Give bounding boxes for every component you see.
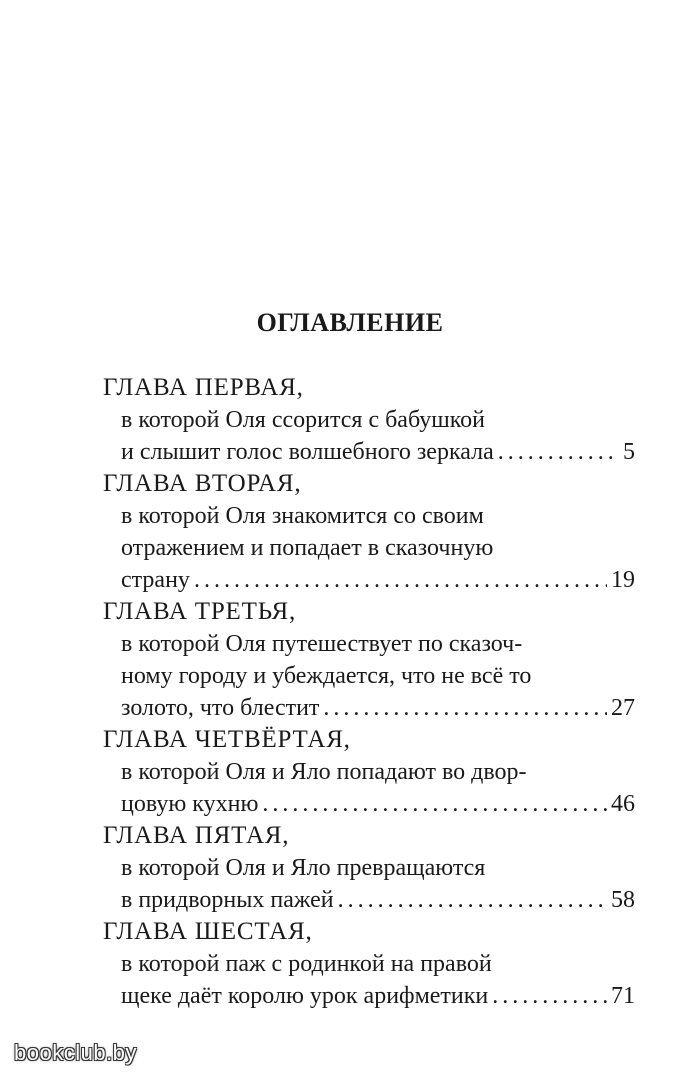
toc-entry-chapter-3 — [103, 596, 635, 724]
chapter-description-line: страну — [121, 567, 190, 593]
chapter-heading: ГЛАВА ВТОРАЯ, — [103, 470, 302, 497]
chapter-heading: ГЛАВА ЧЕТВЁРТАЯ, — [103, 726, 351, 753]
chapter-heading: ГЛАВА ТРЕТЬЯ, — [103, 598, 297, 625]
chapter-last-line — [103, 980, 635, 1012]
dot-leader — [492, 980, 607, 1012]
page-title: ОГЛАВЛЕНИЕ — [256, 308, 444, 337]
chapter-description-line: цовую кухню — [121, 791, 259, 817]
chapter-description-line: золото, что блестит — [121, 695, 320, 721]
table-of-contents — [103, 372, 635, 1012]
chapter-description-line: в которой паж с родинкой на правой — [121, 951, 492, 977]
page-number: 58 — [611, 887, 635, 913]
dot-leader — [194, 564, 607, 596]
chapter-heading: ГЛАВА ПЕРВАЯ, — [103, 374, 304, 401]
toc-entry-chapter-2 — [103, 468, 635, 596]
toc-entry-chapter-6 — [103, 916, 635, 1012]
chapter-description-line: щеке даёт королю урок арифметики — [121, 983, 489, 1009]
chapter-description-line: в которой Оля ссорится с бабушкой — [121, 407, 486, 433]
page-number: 27 — [611, 695, 635, 721]
toc-entry-chapter-4 — [103, 724, 635, 820]
chapter-description-line: отражением и попадает в сказочную — [121, 535, 494, 561]
chapter-last-line — [103, 788, 635, 820]
dot-leader — [262, 788, 607, 820]
chapter-description-line: и слышит голос волшебного зеркала — [121, 439, 494, 465]
page-number: 5 — [623, 439, 635, 465]
chapter-heading: ГЛАВА ПЯТАЯ, — [103, 822, 290, 849]
dot-leader — [498, 436, 619, 468]
chapter-last-line — [103, 884, 635, 916]
chapter-description-line: в которой Оля и Яло превращаются — [121, 855, 486, 881]
chapter-description-line: ному городу и убеждается, что не всё то — [121, 663, 532, 689]
chapter-last-line — [103, 564, 635, 596]
dot-leader — [338, 884, 607, 916]
page-number: 71 — [611, 983, 635, 1009]
chapter-heading: ГЛАВА ШЕСТАЯ, — [103, 918, 313, 945]
chapter-description-line: в которой Оля путешествует по сказоч- — [121, 631, 523, 657]
chapter-description-line: в которой Оля знакомится со своим — [121, 503, 484, 529]
toc-entry-chapter-1 — [103, 372, 635, 468]
page-number: 19 — [611, 567, 635, 593]
watermark: bookclub.by — [14, 1040, 137, 1065]
chapter-description-line: в которой Оля и Яло попадают во двор- — [121, 759, 527, 785]
toc-entry-chapter-5 — [103, 820, 635, 916]
dot-leader — [323, 692, 607, 724]
chapter-last-line — [103, 436, 635, 468]
chapter-last-line — [103, 692, 635, 724]
chapter-description-line: в придворных пажей — [121, 887, 334, 913]
page-number: 46 — [611, 791, 635, 817]
